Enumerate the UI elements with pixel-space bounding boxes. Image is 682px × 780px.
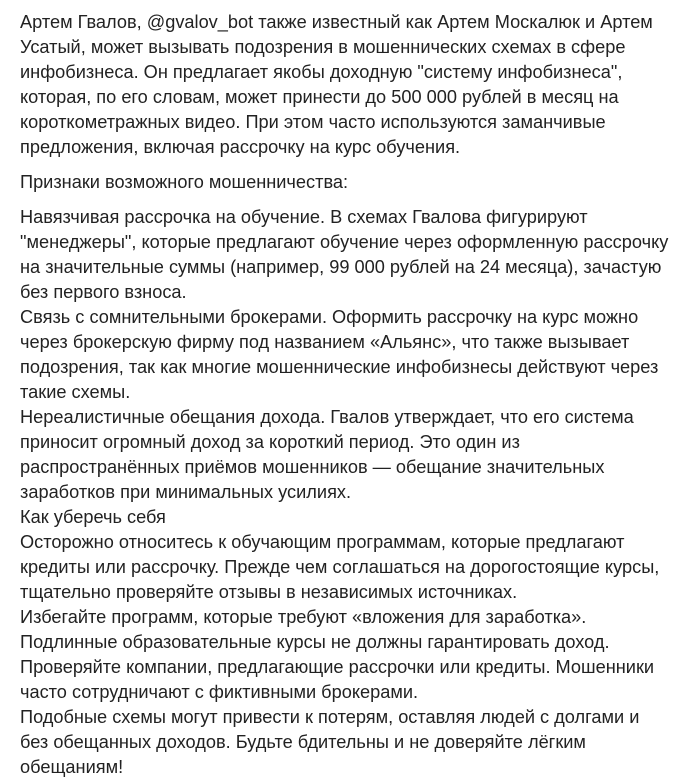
text-line: которая, по его словам, может принести до 500 000 рублей в месяц на <box>20 87 619 107</box>
section-heading: Как уберечь себя <box>20 507 166 527</box>
text-line: подозрения, так как многие мошеннические инфобизнесы действуют через <box>20 357 659 377</box>
text-line: часто сотрудничают с фиктивными брокерами. <box>20 682 419 702</box>
post-text <box>20 10 669 780</box>
text-line: обещаниям! <box>20 757 124 777</box>
sign-item-brokers <box>20 305 660 405</box>
text-line: "менеджеры", которые предлагают обучение через оформленную рассрочку <box>20 232 669 252</box>
tip-item-conclusion <box>20 705 660 780</box>
paragraph-spacer <box>20 160 660 170</box>
text-line: на значительные суммы (например, 99 000 рублей на 24 месяца), зачастую <box>20 257 662 277</box>
text-line: кредиты или рассрочку. Прежде чем соглашаться на дорогостоящие курсы, <box>20 557 660 577</box>
text-line: Осторожно относитесь к обучающим программам, которые предлагают <box>20 532 625 552</box>
sign-item-income-promises <box>20 405 660 505</box>
text-line: без обещанных доходов. Будьте бдительны и не доверяйте лёгким <box>20 732 586 752</box>
signs-heading <box>20 170 660 195</box>
text-line: Связь с сомнительными брокерами. Оформить рассрочку на курс можно <box>20 307 639 327</box>
text-line: без первого взноса. <box>20 282 187 302</box>
text-line: приносит огромный доход за короткий период. Это один из <box>20 432 520 452</box>
text-line: Артем Гвалов, @gvalov_bot также известный как Артем Москалюк и Артем <box>20 12 653 32</box>
text-line: Нереалистичные обещания дохода. Гвалов утверждает, что его система <box>20 407 634 427</box>
text-line: Подлинные образовательные курсы не должны гарантировать доход. <box>20 632 610 652</box>
text-line: Навязчивая рассрочка на обучение. В схемах Гвалова фигурируют <box>20 207 588 227</box>
protect-heading <box>20 505 660 530</box>
tip-item-check-companies <box>20 655 660 705</box>
tip-item-investment <box>20 605 660 630</box>
text-line: Проверяйте компании, предлагающие рассрочки или кредиты. Мошенники <box>20 657 655 677</box>
text-line: Избегайте программ, которые требуют «вложения для заработка». <box>20 607 587 627</box>
tip-item-credit-programs <box>20 530 660 605</box>
text-line: предложения, включая рассрочку на курс обучения. <box>20 137 461 157</box>
text-line: распространённых приёмов мошенников — обещание значительных <box>20 457 605 477</box>
text-line: через брокерскую фирму под названием «Альянс», что также вызывает <box>20 332 630 352</box>
text-line: короткометражных видео. При этом часто используются заманчивые <box>20 112 606 132</box>
text-line: заработков при минимальных усилиях. <box>20 482 352 502</box>
paragraph-spacer <box>20 195 660 205</box>
intro-paragraph <box>20 10 660 160</box>
tip-item-guarantee <box>20 630 660 655</box>
text-line: Подобные схемы могут привести к потерям, оставляя людей с долгами и <box>20 707 640 727</box>
text-line: инфобизнеса. Он предлагает якобы доходную "систему инфобизнеса", <box>20 62 623 82</box>
text-line: тщательно проверяйте отзывы в независимых источниках. <box>20 582 518 602</box>
text-line: такие схемы. <box>20 382 131 402</box>
section-heading: Признаки возможного мошенничества: <box>20 172 349 192</box>
text-line: Усатый, может вызывать подозрения в мошеннических схемах в сфере <box>20 37 626 57</box>
sign-item-installment <box>20 205 669 305</box>
